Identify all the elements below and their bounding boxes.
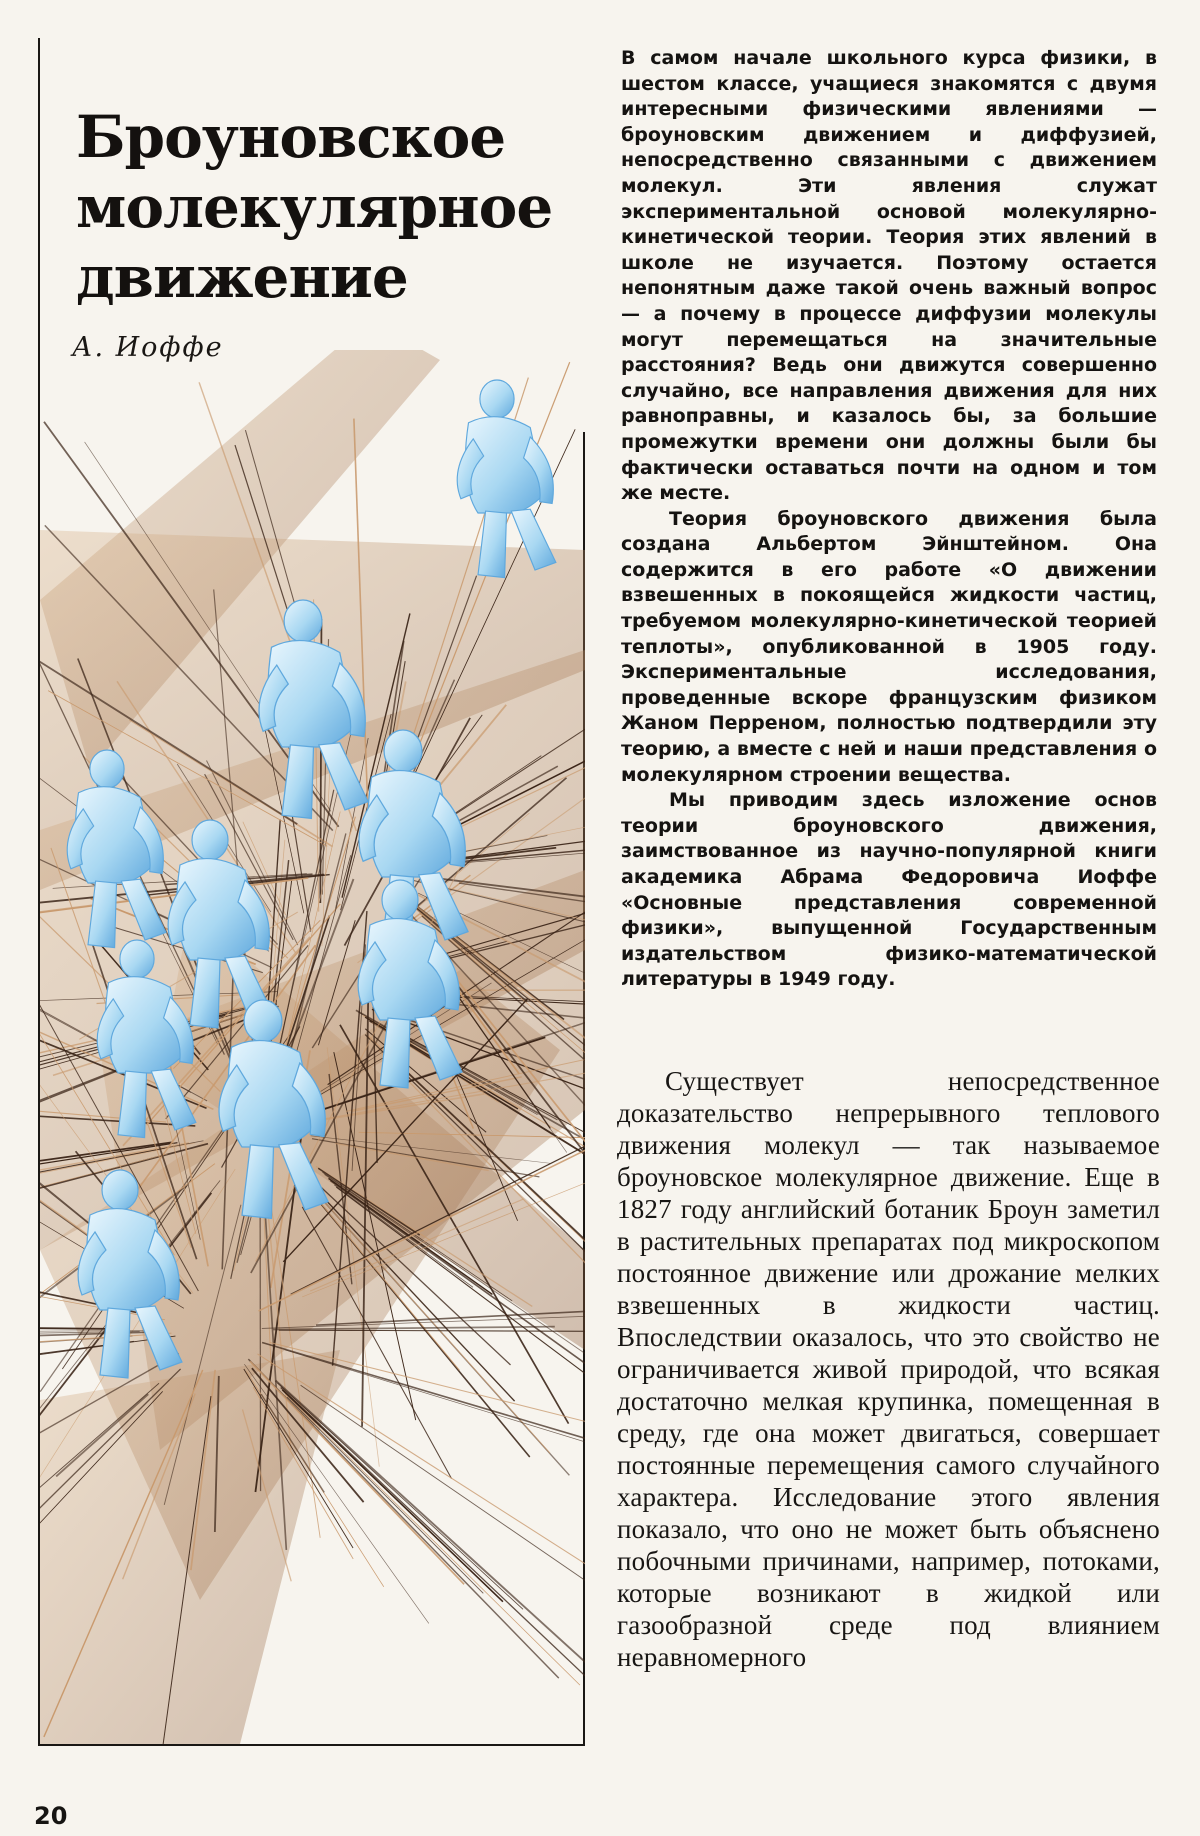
page-number: 20	[34, 1802, 68, 1830]
hatch-stroke	[301, 1385, 585, 1618]
intro-paragraph-2: Теория броуновского движения была создана Альбертом Эйнштейном. Она содержится в его работе «О движении взвешенных в покоящейся жидкости частиц, требуемом молекулярно-кинетической теорией теплоты», опубликованной в 1905 году. Экспериментальные исследования, проведенные вскоре французским физиком Жаном Перреном, полностью подтвердили эту теорию, а вместе с ней и наши представления о молекулярном строении вещества.	[621, 507, 1157, 786]
article-title-line-3: движение	[76, 243, 408, 311]
intro-text-block	[621, 46, 1157, 993]
main-body-text	[617, 1065, 1160, 1673]
brownian-figures-illustration	[40, 350, 585, 1744]
article-author: А. Иоффе	[72, 332, 224, 363]
body-paragraph-1: Существует непосредственное доказательство непрерывного теплового движения молекул — так называемое броуновское молекулярное движение. Еще в 1827 году английский ботаник Броун заметил в растительных препаратах под микроскопом постоянное движение или дрожание мелких взвешенных в жидкости частиц. Впоследствии оказалось, что это свойство не ограничивается живой природой, что всякая достаточно мелкая крупинка, помещенная в среду, где она может двигаться, совершает постоянные перемещения самого случайного характера. Исследование этого явления показало, что оно не может быть объяснено побочными причинами, например, потоками, которые возникают в жидкой или газообразной среде под влиянием неравномерного	[617, 1066, 1160, 1672]
hatch-stroke	[282, 1390, 503, 1602]
intro-paragraph-1: В самом начале школьного курса физики, в шестом классе, учащиеся знакомятся с двумя интересными физическими явлениями — броуновским движением и диффузией, непосредственно связанными с движением молекул. Эти явления служат экспериментальной основой молекулярно-кинетической теории. Теория этих явлений в школе не изучается. Поэтому остается непонятным даже такой очень важный вопрос — а почему в процессе диффузии молекулы могут перемещаться на значительные расстояния? Ведь они движутся совершенно случайно, все направления движения для них равноправны, и казалось бы, за большие промежутки времени они должны были бы фактически оставаться почти на одном и том же месте.	[621, 47, 1157, 505]
article-title-line-1: Броуновское	[76, 103, 506, 171]
article-title	[76, 102, 553, 312]
intro-paragraph-3: Мы приводим здесь изложение основ теории броуновского движения, заимствованное из научно-популярной книги академика Абрама Федоровича Иоффе «Основные представления современной физики», выпущенной Государственным издательством физико-математической литературы в 1949 году.	[621, 789, 1157, 991]
illustration-bottom-rule	[38, 1744, 585, 1746]
article-title-line-2: молекулярное	[76, 173, 553, 241]
